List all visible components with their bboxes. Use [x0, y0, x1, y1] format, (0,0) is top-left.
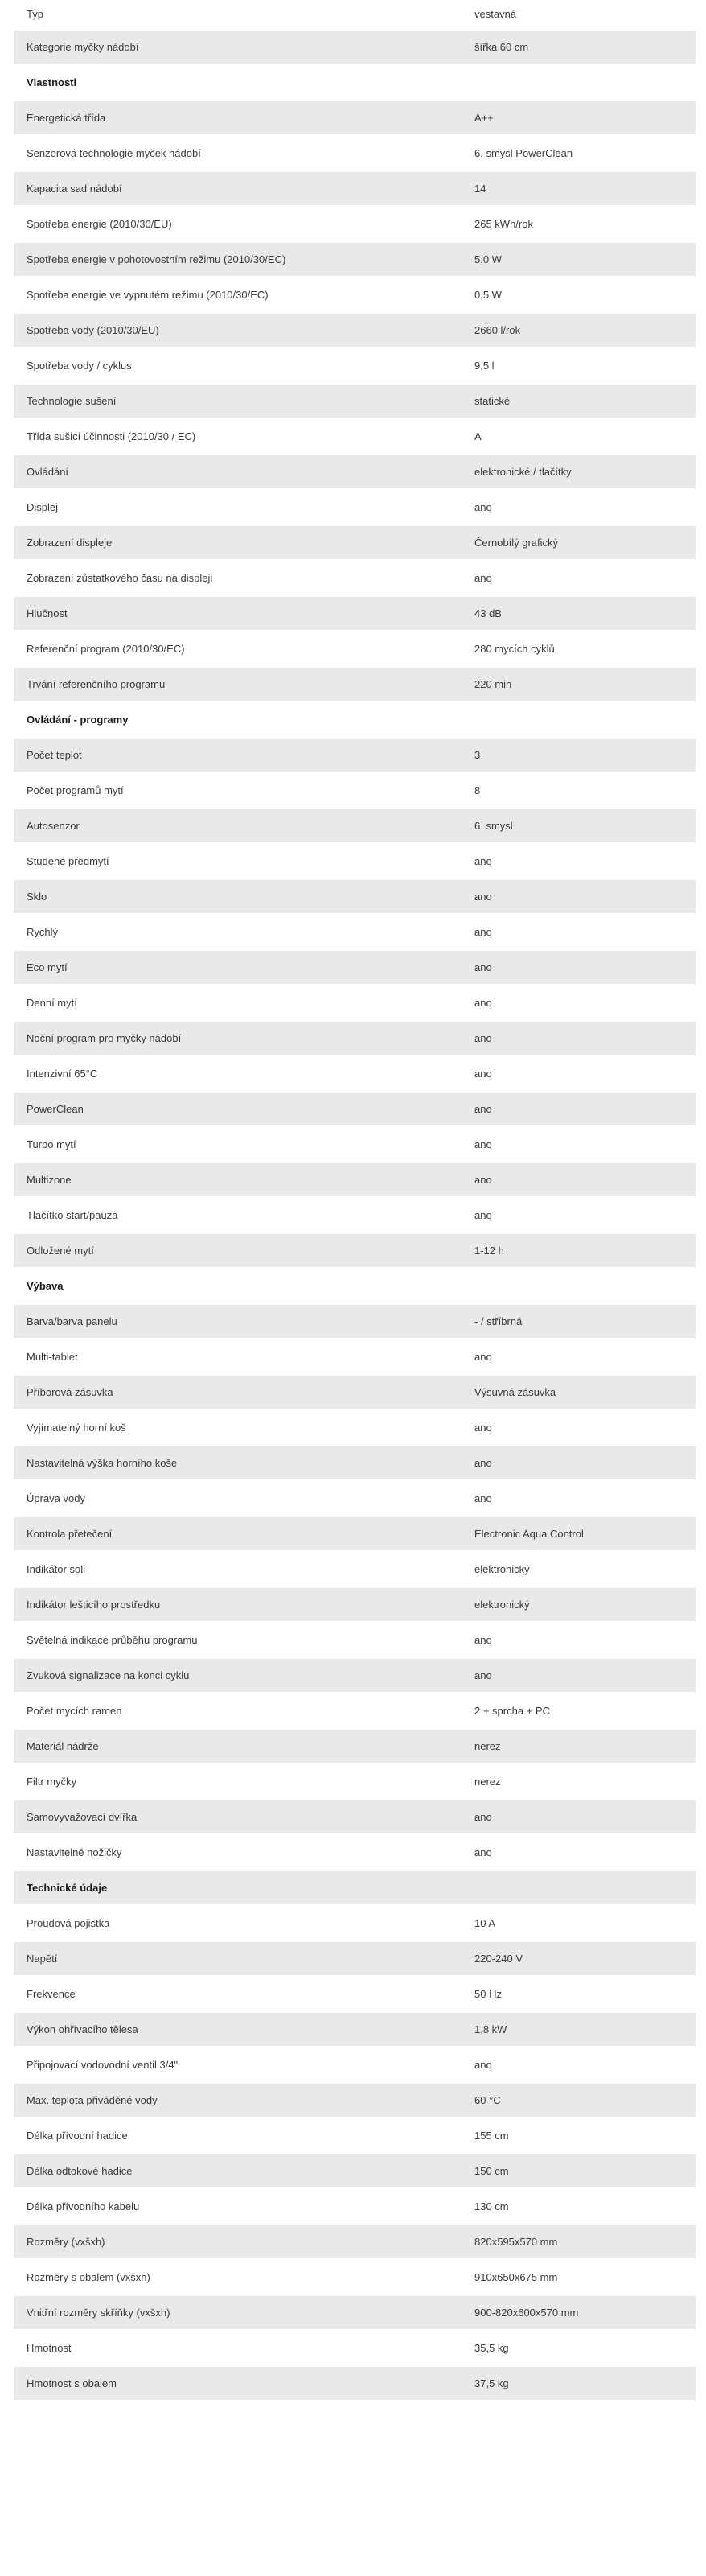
spec-label: Rozměry s obalem (vxšxh)	[27, 2271, 150, 2283]
spec-label: Nastavitelné nožičky	[27, 1846, 122, 1858]
spec-row	[14, 1482, 696, 1517]
spec-value: 130 cm	[474, 2200, 509, 2212]
spec-row	[14, 385, 696, 420]
spec-value: 35,5 kg	[474, 2342, 509, 2354]
spec-value: 220 min	[474, 678, 512, 690]
spec-label: Třída sušicí účinnosti (2010/30 / EC)	[27, 430, 196, 442]
spec-label: Délka odtokové hadice	[27, 2165, 133, 2177]
spec-label: Trvání referenčního programu	[27, 678, 166, 690]
spec-label: Barva/barva panelu	[27, 1315, 117, 1327]
spec-value: - / stříbrná	[474, 1315, 523, 1327]
spec-label: Frekvence	[27, 1988, 76, 2000]
spec-label: Denní mytí	[27, 997, 77, 1009]
spec-row	[14, 349, 696, 385]
spec-row	[14, 1022, 696, 1057]
spec-row	[14, 774, 696, 809]
spec-value: ano	[474, 926, 492, 938]
spec-value: ano	[474, 1846, 492, 1858]
spec-value: ano	[474, 1103, 492, 1115]
spec-row	[14, 2013, 696, 2048]
spec-row	[14, 2367, 696, 2402]
spec-value: 5,0 W	[474, 253, 502, 265]
spec-value: 265 kWh/rok	[474, 218, 533, 230]
section-heading: Technické údaje	[27, 1882, 108, 1894]
spec-label: Senzorová technologie myček nádobí	[27, 147, 201, 159]
spec-value: ano	[474, 572, 492, 584]
spec-value: 2 + sprcha + PC	[474, 1705, 550, 1717]
spec-label: Připojovací vodovodní ventil 3/4"	[27, 2059, 179, 2071]
spec-label: Zobrazení displeje	[27, 537, 113, 549]
spec-row	[14, 2084, 696, 2119]
spec-row	[14, 1694, 696, 1730]
spec-row	[14, 31, 696, 66]
spec-row	[14, 2225, 696, 2261]
section-heading-row	[14, 703, 696, 739]
spec-value: ano	[474, 1492, 492, 1504]
spec-label: Vnitřní rozměry skříňky (vxšxh)	[27, 2306, 170, 2319]
spec-label: Hlučnost	[27, 607, 68, 619]
spec-value: ano	[474, 855, 492, 867]
spec-row	[14, 1446, 696, 1482]
spec-label: Indikátor lešticího prostředku	[27, 1599, 161, 1611]
spec-row	[14, 1517, 696, 1553]
spec-value: 155 cm	[474, 2130, 509, 2142]
spec-row	[14, 597, 696, 632]
spec-row	[14, 1800, 696, 1836]
spec-label: Displej	[27, 501, 59, 513]
spec-row	[14, 880, 696, 916]
spec-label: Spotřeba energie ve vypnutém režimu (2010/30/EC)	[27, 289, 269, 301]
spec-value: Electronic Aqua Control	[474, 1528, 584, 1540]
spec-label: Technologie sušení	[27, 395, 117, 407]
spec-value: A++	[474, 112, 494, 124]
spec-row	[14, 1305, 696, 1340]
spec-row	[14, 1942, 696, 1977]
spec-value: ano	[474, 1032, 492, 1044]
spec-label: Ovládání	[27, 466, 69, 478]
spec-value: 60 °C	[474, 2094, 501, 2106]
spec-value: 50 Hz	[474, 1988, 502, 2000]
spec-row	[14, 632, 696, 668]
spec-label: Materiál nádrže	[27, 1740, 99, 1752]
spec-value: 220-240 V	[474, 1953, 523, 1965]
spec-label: Referenční program (2010/30/EC)	[27, 643, 185, 655]
spec-row	[14, 809, 696, 845]
spec-label: Multi-tablet	[27, 1351, 78, 1363]
spec-value: 910x650x675 mm	[474, 2271, 558, 2283]
spec-row	[14, 1659, 696, 1694]
spec-row	[14, 455, 696, 491]
spec-value: šířka 60 cm	[474, 41, 529, 53]
spec-row	[14, 739, 696, 774]
spec-label: Spotřeba vody (2010/30/EU)	[27, 324, 159, 336]
spec-value: 0,5 W	[474, 289, 502, 301]
spec-label: Odložené mytí	[27, 1245, 94, 1257]
spec-label: PowerClean	[27, 1103, 84, 1115]
spec-value: elektronické / tlačítky	[474, 466, 572, 478]
spec-value: ano	[474, 961, 492, 973]
spec-row	[14, 208, 696, 243]
spec-value: Černobílý grafický	[474, 537, 559, 549]
spec-label: Proudová pojistka	[27, 1917, 110, 1929]
spec-value: ano	[474, 1068, 492, 1080]
spec-value: 9,5 l	[474, 360, 495, 372]
spec-row	[14, 1907, 696, 1942]
spec-label: Multizone	[27, 1174, 72, 1186]
spec-label: Filtr myčky	[27, 1776, 77, 1788]
spec-row	[14, 491, 696, 526]
spec-value: 8	[474, 784, 481, 796]
spec-label: Světelná indikace průběhu programu	[27, 1634, 198, 1646]
spec-row	[14, 0, 696, 31]
spec-row	[14, 916, 696, 951]
spec-value: 14	[474, 183, 486, 195]
section-heading: Výbava	[27, 1280, 64, 1292]
spec-value: nerez	[474, 1776, 501, 1788]
spec-value: 1,8 kW	[474, 2023, 507, 2035]
spec-value: vestavná	[474, 8, 517, 20]
spec-row	[14, 1977, 696, 2013]
spec-label: Spotřeba energie v pohotovostním režimu (2010/30/EC)	[27, 253, 286, 265]
spec-label: Úprava vody	[27, 1492, 85, 1504]
section-heading-row	[14, 1871, 696, 1907]
spec-value: ano	[474, 1351, 492, 1363]
spec-row	[14, 172, 696, 208]
spec-value: 43 dB	[474, 607, 502, 619]
spec-row	[14, 526, 696, 562]
spec-row	[14, 1163, 696, 1199]
spec-row	[14, 1836, 696, 1871]
spec-value: ano	[474, 891, 492, 903]
spec-value: 3	[474, 749, 481, 761]
spec-label: Typ	[27, 8, 43, 20]
spec-value: 1-12 h	[474, 1245, 504, 1257]
spec-row	[14, 2119, 696, 2154]
spec-label: Indikátor soli	[27, 1563, 85, 1575]
spec-label: Tlačítko start/pauza	[27, 1209, 118, 1221]
spec-label: Nastavitelná výška horního koše	[27, 1457, 178, 1469]
spec-label: Rychlý	[27, 926, 59, 938]
spec-value: ano	[474, 1634, 492, 1646]
spec-row	[14, 278, 696, 314]
spec-row	[14, 845, 696, 880]
spec-value: statické	[474, 395, 511, 407]
spec-label: Spotřeba vody / cyklus	[27, 360, 132, 372]
section-heading-row	[14, 66, 696, 101]
spec-row	[14, 1588, 696, 1623]
spec-value: ano	[474, 501, 492, 513]
spec-label: Intenzivní 65°C	[27, 1068, 98, 1080]
spec-value: A	[474, 430, 482, 442]
spec-label: Studené předmytí	[27, 855, 109, 867]
spec-value: ano	[474, 1209, 492, 1221]
spec-label: Spotřeba energie (2010/30/EU)	[27, 218, 172, 230]
spec-label: Zobrazení zůstatkového času na displeji	[27, 572, 213, 584]
spec-row	[14, 1234, 696, 1269]
spec-value: ano	[474, 1422, 492, 1434]
spec-value: 2660 l/rok	[474, 324, 521, 336]
spec-label: Kontrola přetečení	[27, 1528, 113, 1540]
spec-row	[14, 986, 696, 1022]
spec-row	[14, 1199, 696, 1234]
spec-value: 6. smysl PowerClean	[474, 147, 573, 159]
spec-value: 150 cm	[474, 2165, 509, 2177]
spec-row	[14, 2190, 696, 2225]
spec-label: Napětí	[27, 1953, 58, 1965]
spec-label: Vyjímatelný horní koš	[27, 1422, 126, 1434]
spec-label: Turbo mytí	[27, 1138, 76, 1150]
spec-row	[14, 101, 696, 137]
section-heading-row	[14, 1269, 696, 1305]
spec-value: ano	[474, 2059, 492, 2071]
spec-label: Max. teplota přiváděné vody	[27, 2094, 158, 2106]
spec-label: Sklo	[27, 891, 47, 903]
spec-row	[14, 420, 696, 455]
spec-value: Výsuvná zásuvka	[474, 1386, 556, 1398]
spec-row	[14, 1340, 696, 1376]
spec-label: Autosenzor	[27, 820, 80, 832]
spec-label: Příborová zásuvka	[27, 1386, 113, 1398]
spec-row	[14, 1623, 696, 1659]
spec-label: Počet programů mytí	[27, 784, 124, 796]
spec-row	[14, 1376, 696, 1411]
spec-row	[14, 314, 696, 349]
spec-row	[14, 668, 696, 703]
spec-label: Délka přívodního kabelu	[27, 2200, 140, 2212]
spec-row	[14, 2331, 696, 2367]
spec-label: Kapacita sad nádobí	[27, 183, 122, 195]
spec-row	[14, 1411, 696, 1446]
spec-row	[14, 1765, 696, 1800]
spec-label: Kategorie myčky nádobí	[27, 41, 139, 53]
spec-label: Počet teplot	[27, 749, 82, 761]
spec-label: Eco mytí	[27, 961, 68, 973]
spec-table	[14, 0, 696, 2402]
spec-value: ano	[474, 1138, 492, 1150]
spec-row	[14, 951, 696, 986]
spec-value: 10 A	[474, 1917, 496, 1929]
spec-value: 900-820x600x570 mm	[474, 2306, 579, 2319]
spec-value: nerez	[474, 1740, 501, 1752]
spec-row	[14, 562, 696, 597]
spec-label: Počet mycích ramen	[27, 1705, 122, 1717]
spec-value: 820x595x570 mm	[474, 2236, 558, 2248]
spec-value: elektronický	[474, 1599, 530, 1611]
spec-row	[14, 1057, 696, 1093]
spec-value: ano	[474, 1811, 492, 1823]
spec-label: Hmotnost s obalem	[27, 2377, 117, 2389]
spec-value: 37,5 kg	[474, 2377, 509, 2389]
section-heading: Ovládání - programy	[27, 714, 129, 726]
spec-value: ano	[474, 997, 492, 1009]
spec-row	[14, 243, 696, 278]
spec-row	[14, 137, 696, 172]
spec-label: Zvuková signalizace na konci cyklu	[27, 1669, 190, 1681]
spec-row	[14, 1730, 696, 1765]
spec-value: elektronický	[474, 1563, 530, 1575]
spec-value: 6. smysl	[474, 820, 513, 832]
spec-row	[14, 2154, 696, 2190]
spec-value: ano	[474, 1457, 492, 1469]
spec-row	[14, 1093, 696, 1128]
spec-label: Samovyvažovací dvířka	[27, 1811, 138, 1823]
spec-value: ano	[474, 1669, 492, 1681]
spec-label: Energetická třída	[27, 112, 106, 124]
spec-value: ano	[474, 1174, 492, 1186]
spec-row	[14, 2261, 696, 2296]
spec-row	[14, 1128, 696, 1163]
spec-label: Rozměry (vxšxh)	[27, 2236, 105, 2248]
section-heading: Vlastnosti	[27, 76, 77, 88]
spec-row	[14, 2296, 696, 2331]
spec-label: Výkon ohřívacího tělesa	[27, 2023, 138, 2035]
spec-row	[14, 1553, 696, 1588]
spec-label: Hmotnost	[27, 2342, 72, 2354]
spec-value: 280 mycích cyklů	[474, 643, 555, 655]
spec-label: Noční program pro myčky nádobí	[27, 1032, 182, 1044]
spec-label: Délka přívodní hadice	[27, 2130, 128, 2142]
spec-row	[14, 2048, 696, 2084]
